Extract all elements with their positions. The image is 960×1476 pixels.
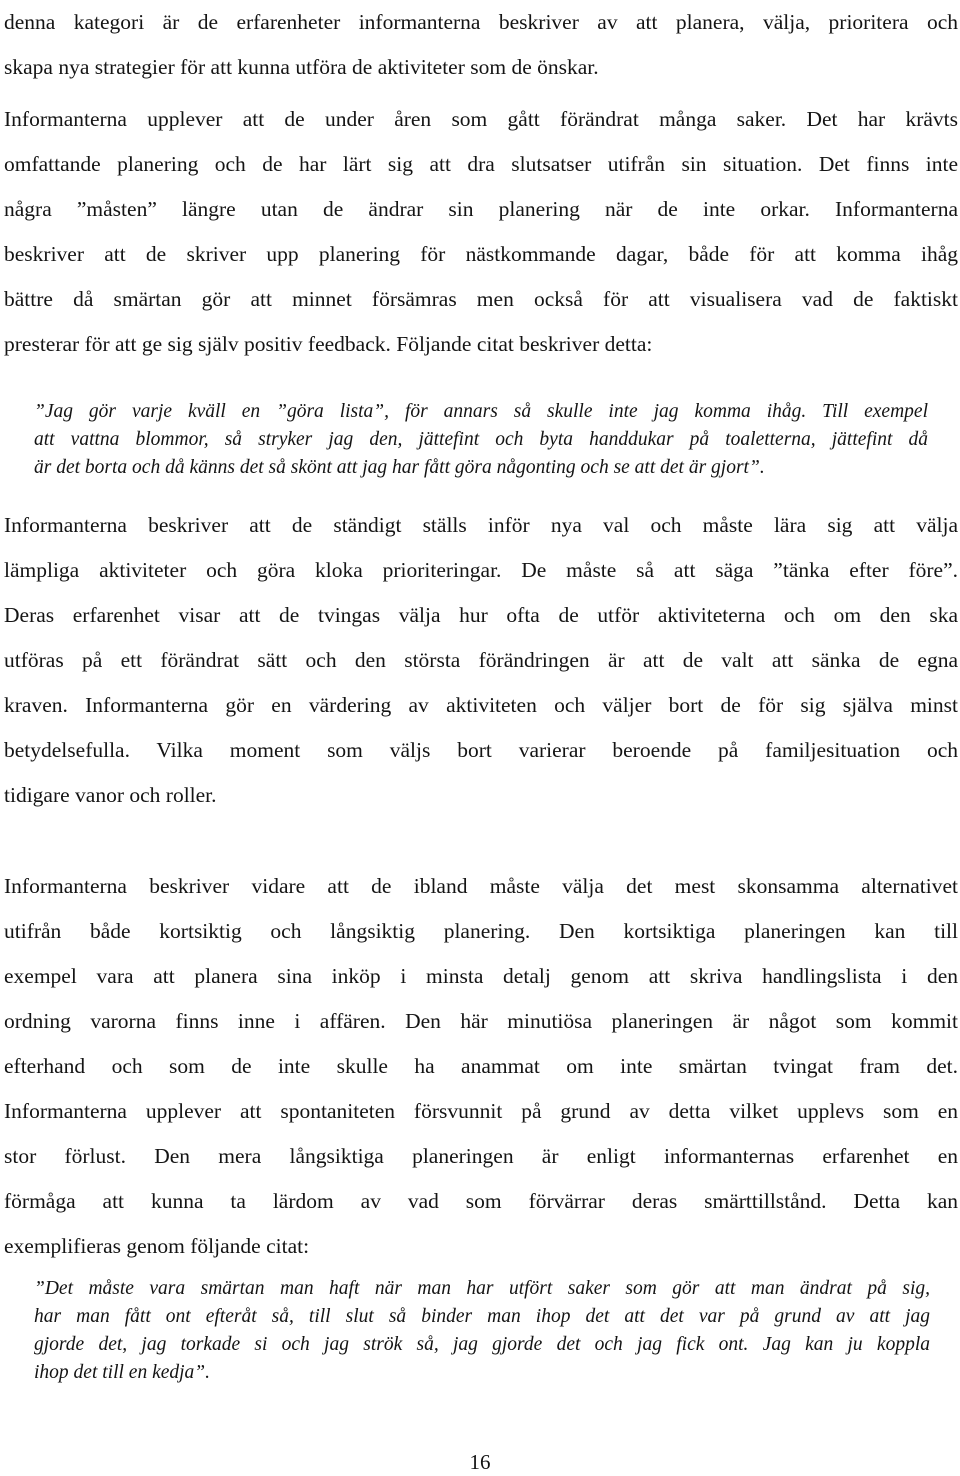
quote-line: ”Jag gör varje kväll en ”göra lista”, för annars så skulle inte jag komma ihåg. Till exempel [34, 401, 928, 422]
text-line: beskriver att de skriver upp planering för nästkommande dagar, både för att komma ihåg [4, 242, 958, 266]
text-line: exemplifieras genom följande citat: [4, 1234, 310, 1258]
text-line: ordning varorna finns inne i affären. Den här minutiösa planeringen är något som kommit [4, 1009, 958, 1033]
paragraph-planning [4, 97, 958, 367]
text-line: stor förlust. Den mera långsiktiga planeringen är enligt informanternas erfarenhet en [4, 1144, 958, 1168]
quote-line: gjorde det, jag torkade si och jag strök så, jag gjorde det och jag fick ont. Jag kan ju koppla [34, 1334, 930, 1355]
text-line: tidigare vanor och roller. [4, 783, 217, 807]
text-line: lämpliga aktiviteter och göra kloka prioriteringar. De måste så att säga ”tänka efter före”. [4, 558, 958, 582]
text-line: några ”måsten” längre utan de ändrar sin planering när de inte orkar. Informanterna [4, 197, 958, 221]
text-line: Informanterna upplever att spontaniteten försvunnit på grund av detta vilket upplevs som en [4, 1099, 958, 1123]
text-line: bättre då smärtan gör att minnet försämras men också för att visualisera vad de faktiskt [4, 287, 958, 311]
text-line: Informanterna beskriver att de ständigt ställs inför nya val och måste lära sig att välja [4, 513, 958, 537]
page-number: 16 [469, 1450, 491, 1474]
text-line: efterhand och som de inte skulle ha anammat om inte smärtan tvingat fram det. [4, 1054, 958, 1078]
text-line: Informanterna beskriver vidare att de ibland måste välja det mest skonsamma alternativet [4, 874, 958, 898]
quote-line: att vattna blommor, så stryker jag den, jättefint och byta handdukar på toaletterna, jättefint då [34, 429, 928, 450]
text-line: skapa nya strategier för att kunna utföra de aktiviteter som de önskar. [4, 55, 599, 79]
block-quote-pain [34, 1275, 930, 1387]
text-line: omfattande planering och de har lärt sig att dra slutsatser utifrån sin situation. Det finns inte [4, 152, 958, 176]
paragraph-long-term [4, 864, 958, 1269]
quote-line: ihop det till en kedja”. [34, 1362, 211, 1383]
quote-line: ”Det måste vara smärtan man haft när man har utfört saker som gör att man ändrat på sig, [34, 1278, 930, 1299]
text-line: exempel vara att planera sina inköp i minsta detalj genom att skriva handlingslista i den [4, 964, 958, 988]
text-line: utifrån både kortsiktig och långsiktig planering. Den kortsiktiga planeringen kan till [4, 919, 958, 943]
quote-line: har man fått ont efteråt så, till slut så binder man ihop det att det var på grund av att jag [34, 1306, 930, 1327]
paragraph-choices [4, 503, 958, 818]
text-line: presterar för att ge sig själv positiv feedback. Följande citat beskriver detta: [4, 332, 653, 356]
paragraph-intro [4, 0, 958, 90]
quote-line: är det borta och då känns det så skönt att jag har fått göra någonting och se att det är gjort”. [34, 457, 765, 478]
text-line: kraven. Informanterna gör en värdering av aktiviteten och väljer bort de för sig själva minst [4, 693, 958, 717]
text-line: Informanterna upplever att de under åren som gått förändrat många saker. Det har krävts [4, 107, 958, 131]
text-line: denna kategori är de erfarenheter informanterna beskriver av att planera, välja, prioritera och [4, 10, 958, 34]
text-line: betydelsefulla. Vilka moment som väljs bort varierar beroende på familjesituation och [4, 738, 958, 762]
text-line: förmåga att kunna ta lärdom av vad som förvärrar deras smärttillstånd. Detta kan [4, 1189, 958, 1213]
block-quote-list [34, 398, 928, 482]
text-line: utföras på ett förändrat sätt och den största förändringen är att de valt att sänka de egna [4, 648, 958, 672]
text-line: Deras erfarenhet visar att de tvingas välja hur ofta de utför aktiviteterna och om den ska [4, 603, 958, 627]
